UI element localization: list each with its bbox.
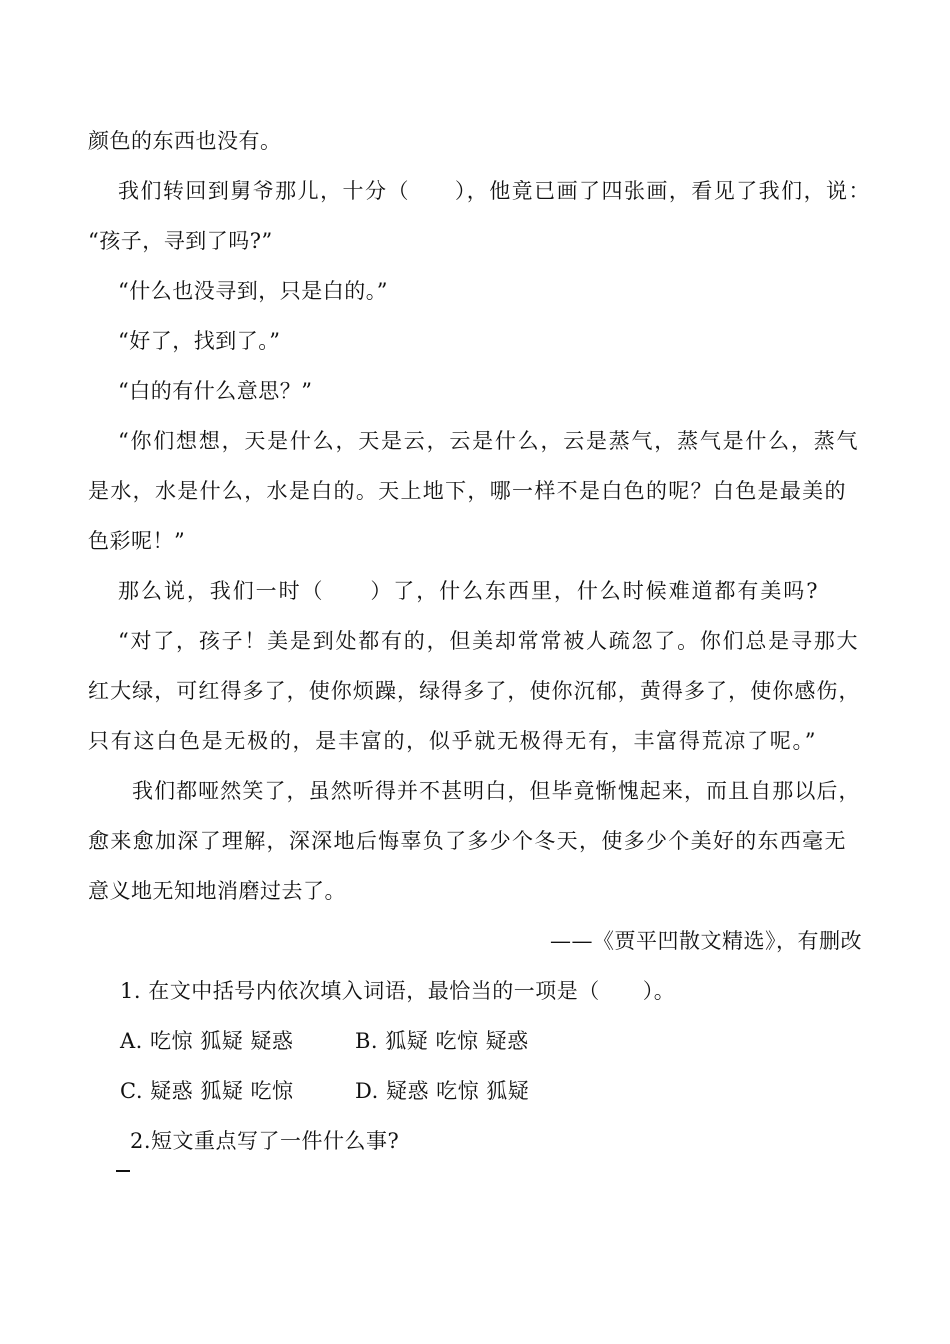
question-1-option-b: B. 狐疑 吃惊 疑惑 [355,1029,529,1053]
passage-source: ——《贾平凹散文精选》，有删改 [550,929,862,953]
passage-line-1: 颜色的东西也没有。 [88,129,282,153]
passage-line-4: “什么也没寻到，只是白的。” [118,279,388,303]
passage-line-10: 那么说，我们一时（ ）了，什么东西里，什么时候难道都有美吗? [118,579,818,603]
passage-line-9: 色彩呢！” [88,529,186,553]
passage-line-14: 我们都哑然笑了，虽然听得并不甚明白，但毕竟惭愧起来，而且自那以后， [132,779,860,803]
passage-line-3: “孩子，寻到了吗?” [88,229,273,253]
question-2-stem: 2.短文重点写了一件什么事? [130,1129,400,1153]
question-1-option-d: D. 疑惑 吃惊 狐疑 [355,1079,530,1103]
passage-line-11: “对了，孩子！美是到处都有的，但美却常常被人疏忽了。你们总是寻那大 [118,629,858,653]
passage-line-15: 愈来愈加深了理解，深深地后悔辜负了多少个冬天，使多少个美好的东西毫无 [88,829,846,853]
question-1-option-c: C. 疑惑 狐疑 吃惊 [120,1079,294,1103]
passage-line-16: 意义地无知地消磨过去了。 [88,879,346,903]
passage-line-8: 是水，水是什么，水是白的。天上地下，哪一样不是白色的呢？白色是最美的 [88,479,846,503]
passage-line-13: 只有这白色是无极的，是丰富的，似乎就无极得无有，丰富得荒凉了呢。” [88,729,816,753]
passage-line-7: “你们想想，天是什么，天是云，云是什么，云是蒸气，蒸气是什么，蒸气 [118,429,858,453]
passage-line-2: 我们转回到舅爷那儿，十分（ ），他竟已画了四张画，看见了我们，说： [118,179,870,203]
question-1-stem: 1. 在文中括号内依次填入词语，最恰当的一项是（ ）。 [120,979,676,1003]
passage-line-6: “白的有什么意思？” [118,379,313,403]
passage-line-12: 红大绿，可红得多了，使你烦躁，绿得多了，使你沉郁，黄得多了，使你感伤， [88,679,860,703]
question-1-option-a: A. 吃惊 狐疑 疑惑 [120,1029,294,1053]
passage-line-5: “好了，找到了。” [118,329,281,353]
answer-blank [116,1170,130,1172]
